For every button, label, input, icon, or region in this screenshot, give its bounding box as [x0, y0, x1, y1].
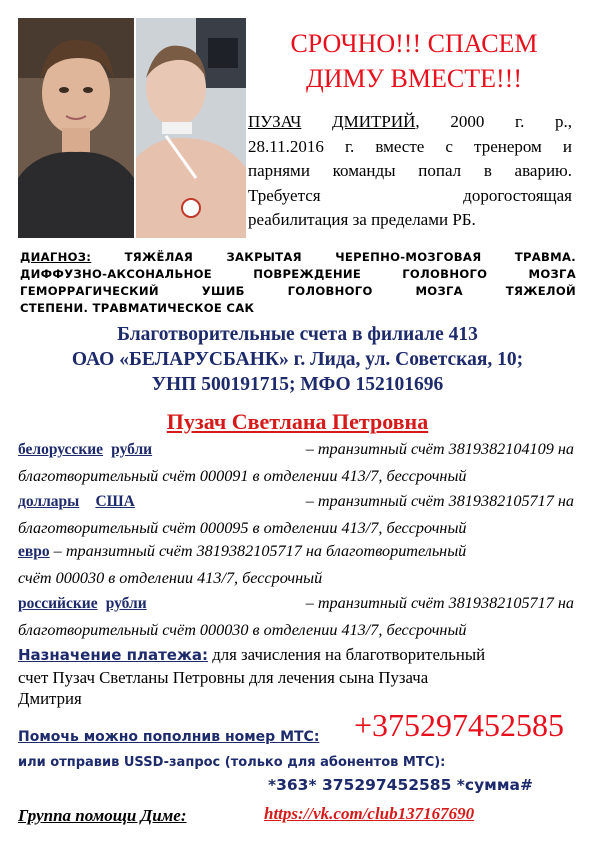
intro-line-4b: дорогостоящая: [463, 185, 572, 205]
ussd-code: *363* 375297452585 *сумма#: [268, 776, 533, 794]
payment-purpose: [18, 644, 574, 710]
headline-line-2: ДИМУ ВМЕСТЕ!!!: [306, 64, 522, 93]
headline-line-1: СРОЧНО!!! СПАСЕМ: [290, 29, 538, 58]
account-holder: Пузач Светлана Петровна: [166, 409, 429, 434]
intro-line-4a: Требуется: [248, 185, 321, 205]
intro-birth: , 2000 г. р.,: [415, 112, 572, 131]
currency-label: доллары: [18, 493, 80, 510]
bank-details: [18, 322, 577, 397]
purpose-line-1: для зачисления на благотворительный: [212, 645, 486, 664]
account-rur: [18, 590, 574, 643]
currency-label: белорусские: [18, 441, 104, 458]
currency-label: российские: [18, 595, 98, 612]
intro-line-3: парнями команды попал в аварию.: [248, 161, 572, 180]
group-label: Группа помощи Диме:: [18, 806, 187, 825]
diagnosis-line-2: ДИФФУЗНО-АКСОНАЛЬНОЕ ПОВРЕЖДЕНИЕ ГОЛОВНОГО МОЗГА: [20, 267, 576, 281]
diagnosis-line-1: ТЯЖЁЛАЯ ЗАКРЫТАЯ ЧЕРЕПНО-МОЗГОВАЯ ТРАВМА.: [124, 250, 576, 264]
currency-label: евро: [18, 543, 50, 560]
vk-group-link[interactable]: https://vk.com/club137167690: [264, 804, 475, 823]
photo-hospital: [136, 18, 246, 238]
bank-line-2: ОАО «БЕЛАРУСБАНК» г. Лида, ул. Советская, 10;: [71, 349, 524, 370]
intro-name: ДМИТРИЙ: [332, 112, 416, 131]
account-eur: [18, 538, 574, 591]
account-line-2: счёт 000030 в отделении 413/7, бессрочный: [18, 569, 323, 587]
diagnosis-line-3: ГЕМОРРАГИЧЕСКИЙ УШИБ ГОЛОВНОГО МОЗГА ТЯЖЕЛОЙ: [20, 284, 576, 298]
mts-label: Помочь можно пополнив номер МТС:: [18, 729, 320, 745]
photo-portrait: [18, 18, 134, 238]
currency-label: рубли: [111, 441, 153, 458]
purpose-label: Назначение платежа:: [18, 646, 209, 664]
bank-line-1: Благотворительные счета в филиале 413: [117, 324, 478, 345]
diagnosis-line-4: СТЕПЕНИ. ТРАВМАТИЧЕСКОЕ САК: [20, 301, 255, 315]
diagnosis: [20, 249, 576, 317]
intro-line-5: реабилитация за пределами РБ.: [248, 210, 476, 229]
purpose-line-2: счет Пузач Светланы Петровны для лечения сына Пузача: [18, 667, 429, 687]
currency-label: рубли: [105, 595, 147, 612]
intro-text: [248, 110, 572, 233]
account-rub: [18, 436, 574, 489]
account-line-2: благотворительный счёт 000091 в отделении 413/7, бессрочный: [18, 467, 467, 485]
phone-number: +375297452585: [354, 707, 565, 743]
account-line-2: благотворительный счёт 000095 в отделении 413/7, бессрочный: [18, 519, 467, 537]
account-line-1: – транзитный счёт 3819382105717 на: [305, 492, 574, 510]
account-line-1: – транзитный счёт 3819382105717 на благотворительный: [53, 542, 467, 560]
ussd-label: или отправив USSD-запрос (только для абонентов МТС):: [18, 755, 446, 770]
currency-label: США: [95, 493, 135, 510]
account-line-2: благотворительный счёт 000030 в отделении 413/7, бессрочный: [18, 621, 467, 639]
account-line-1: – транзитный счёт 3819382104109 на: [305, 440, 574, 458]
account-usd: [18, 488, 574, 541]
intro-line-2: 28.11.2016 г. вместе с тренером и: [248, 136, 572, 156]
purpose-line-3: Дмитрия: [18, 689, 82, 708]
diagnosis-label: ДИАГНОЗ:: [20, 250, 92, 264]
bank-line-3: УНП 500191715; МФО 152101696: [151, 374, 444, 395]
headline: [248, 26, 580, 96]
account-line-1: – транзитный счёт 3819382105717 на: [305, 594, 574, 612]
intro-surname: ПУЗАЧ: [248, 112, 302, 131]
